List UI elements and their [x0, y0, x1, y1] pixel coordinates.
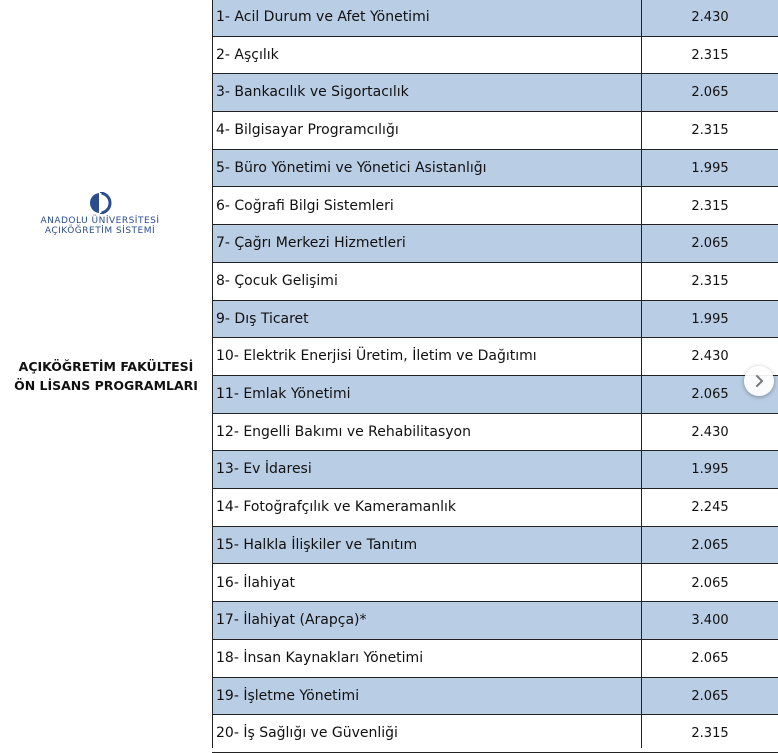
table-row — [212, 150, 778, 188]
table-row — [212, 263, 778, 301]
table-row — [212, 451, 778, 489]
program-score: 2.430 — [691, 10, 729, 25]
program-name: 13- Ev İdaresi — [216, 461, 312, 478]
program-score: 2.065 — [691, 85, 729, 101]
table-row — [212, 489, 778, 527]
programs-table — [212, 0, 778, 748]
table-row — [212, 414, 778, 452]
program-score: 2.430 — [691, 349, 729, 365]
program-name: 12- Engelli Bakımı ve Rehabilitasyon — [216, 423, 471, 440]
program-score: 2.065 — [691, 387, 729, 402]
program-score: 2.065 — [691, 575, 729, 591]
program-score: 2.315 — [691, 123, 729, 139]
program-score: 2.430 — [691, 424, 729, 440]
table-row — [212, 602, 778, 640]
program-name: 19- İşletme Yönetimi — [216, 687, 360, 704]
sidebar — [0, 0, 212, 748]
faculty-title-line2: ÖN LİSANS PROGRAMLARI — [14, 378, 198, 393]
program-name: 20- İş Sağlığı ve Güvenliği — [216, 725, 398, 742]
program-name: 5- Büro Yönetimi ve Yönetici Asistanlığı — [216, 159, 487, 176]
table-row — [212, 565, 778, 603]
program-score: 2.065 — [691, 236, 729, 252]
table-border-left — [212, 0, 213, 748]
program-name: 7- Çağrı Merkezi Hizmetleri — [216, 235, 406, 252]
table-row — [212, 715, 778, 753]
program-name: 10- Elektrik Enerjisi Üretim, İletim ve Dağıtımı — [216, 348, 537, 365]
program-name: 14- Fotoğrafçılık ve Kameramanlık — [216, 499, 456, 516]
program-name: 17- İlahiyat (Arapça)* — [216, 612, 367, 629]
program-score: 3.400 — [691, 613, 729, 629]
program-score: 2.315 — [691, 47, 729, 63]
next-slide-button[interactable] — [744, 366, 774, 396]
program-score: 2.315 — [691, 726, 729, 742]
table-row — [212, 74, 778, 112]
table-row — [212, 0, 778, 37]
table-row — [212, 640, 778, 678]
university-logo — [30, 192, 170, 236]
program-name: 8- Çocuk Gelişimi — [216, 272, 338, 289]
program-name: 1- Acil Durum ve Afet Yönetimi — [216, 9, 430, 25]
program-score: 2.245 — [691, 500, 729, 516]
faculty-title-line1: AÇIKÖĞRETİM FAKÜLTESİ — [18, 359, 194, 374]
program-score: 1.995 — [691, 462, 729, 478]
program-name: 18- İnsan Kaynakları Yönetimi — [216, 649, 424, 666]
table-row — [212, 112, 778, 150]
logo-text-line2: AÇIKÖĞRETİM SİSTEMİ — [44, 226, 156, 236]
anadolu-logo-icon — [85, 192, 115, 214]
program-score: 2.065 — [691, 688, 729, 704]
program-name: 2- Aşçılık — [216, 46, 279, 63]
program-name: 16- İlahiyat — [216, 574, 296, 591]
table-row — [212, 376, 778, 414]
table-row — [212, 301, 778, 339]
program-name: 11- Emlak Yönetimi — [216, 386, 351, 402]
table-row — [212, 188, 778, 226]
program-score: 2.315 — [691, 198, 729, 214]
faculty-title — [8, 357, 204, 395]
table-row — [212, 37, 778, 75]
program-score: 1.995 — [691, 311, 729, 327]
program-name: 4- Bilgisayar Programcılığı — [216, 122, 399, 139]
program-name: 3- Bankacılık ve Sigortacılık — [216, 84, 409, 101]
program-score: 2.315 — [691, 273, 729, 289]
program-score: 2.065 — [691, 650, 729, 666]
table-row — [212, 678, 778, 716]
program-name: 6- Coğrafi Bilgi Sistemleri — [216, 197, 394, 214]
logo-text-line1: ANADOLU ÜNİVERSİTESİ — [40, 216, 160, 226]
program-name: 9- Dış Ticaret — [216, 310, 309, 327]
table-column-divider — [641, 0, 642, 748]
table-row — [212, 338, 778, 376]
program-score: 2.065 — [691, 537, 729, 553]
program-score: 1.995 — [691, 160, 729, 176]
table-row — [212, 527, 778, 565]
chevron-right-icon — [752, 374, 766, 388]
table-row — [212, 225, 778, 263]
program-name: 15- Halkla İlişkiler ve Tanıtım — [216, 536, 418, 553]
